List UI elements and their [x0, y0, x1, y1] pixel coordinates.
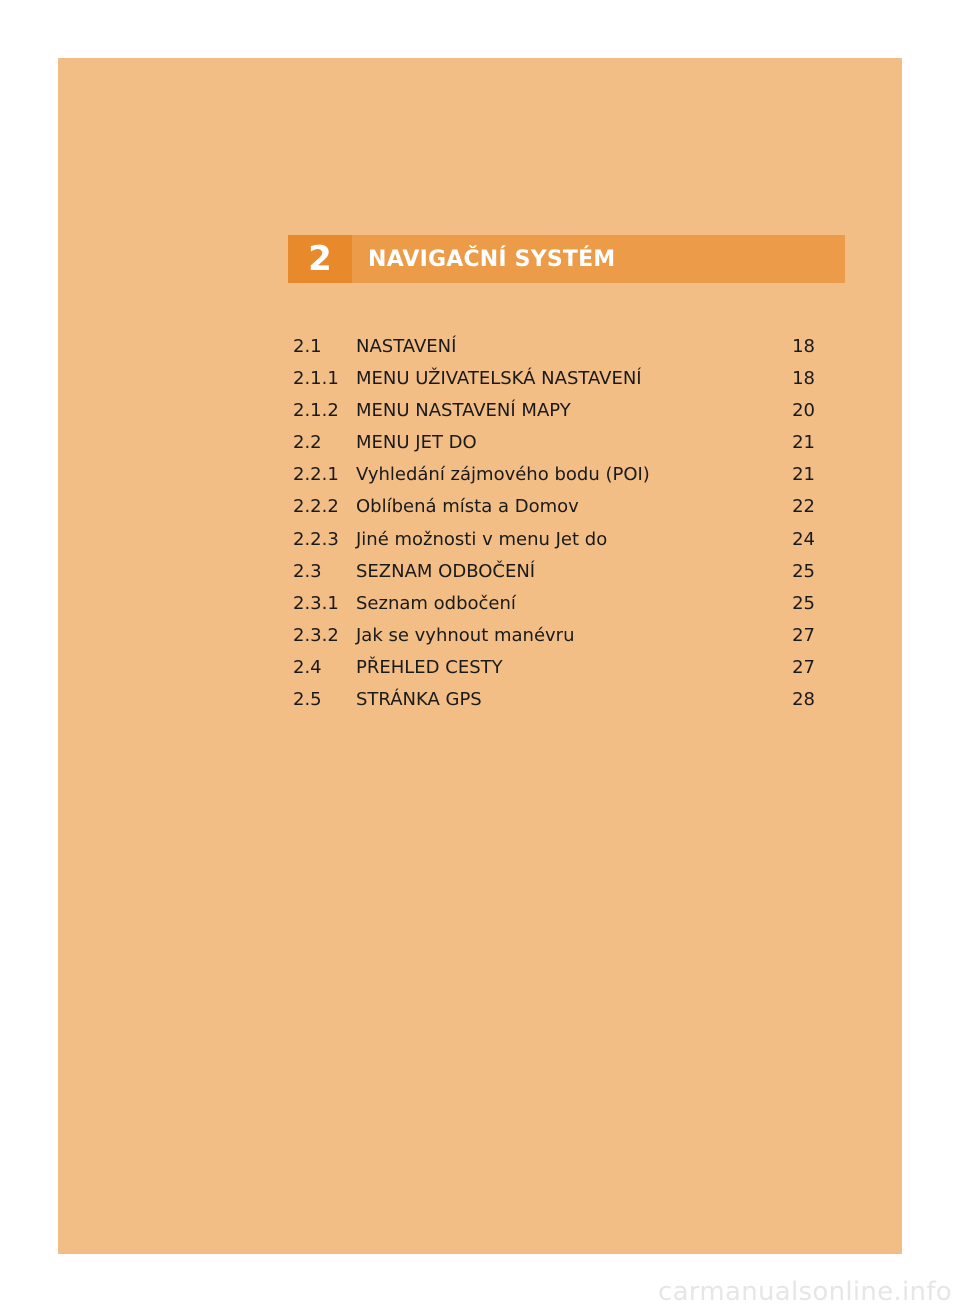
toc-entry-page: 25: [792, 592, 815, 614]
toc-entry-title: SEZNAM ODBOČENÍ: [356, 560, 536, 582]
toc-entry[interactable]: [293, 427, 815, 459]
toc-entry-number: 2.2.3: [293, 528, 339, 550]
watermark: carmanualsonline.info: [657, 1277, 952, 1307]
toc-entry-title: MENU JET DO: [356, 432, 477, 454]
toc-entry-number: 2.2: [293, 432, 322, 454]
toc-entry-title: PŘEHLED CESTY: [356, 656, 503, 678]
toc-entry-page: 18: [792, 368, 815, 390]
toc-entry-page: 25: [792, 560, 815, 582]
toc-entry-title: STRÁNKA GPS: [356, 689, 482, 711]
toc-entry-page: 27: [792, 624, 815, 646]
toc-entry-title: Jiné možnosti v menu Jet do: [356, 528, 608, 550]
toc-entry-number: 2.3.1: [293, 592, 339, 614]
chapter-title: NAVIGAČNÍ SYSTÉM: [352, 235, 845, 283]
toc-entry-number: 2.1.2: [293, 400, 339, 422]
toc-entry-page: 27: [792, 656, 815, 678]
toc-entry-title: MENU NASTAVENÍ MAPY: [356, 400, 571, 422]
toc-entry[interactable]: [293, 459, 815, 491]
toc-entry[interactable]: [293, 588, 815, 620]
toc-entry-page: 28: [792, 689, 815, 711]
toc-entry-number: 2.2.1: [293, 464, 339, 486]
toc-entry[interactable]: [293, 620, 815, 652]
toc-entry-title: Vyhledání zájmového bodu (POI): [356, 464, 650, 486]
toc-entry-title: NASTAVENÍ: [356, 336, 457, 357]
toc-entry-number: 2.2.2: [293, 496, 339, 518]
toc-entry-number: 2.3: [293, 560, 322, 582]
chapter-number: 2: [288, 235, 352, 283]
toc-entry[interactable]: [293, 491, 815, 523]
toc-entry[interactable]: [293, 556, 815, 588]
toc-entry[interactable]: [293, 652, 815, 684]
toc-entry-number: 2.5: [293, 689, 322, 711]
toc-entry[interactable]: [293, 331, 815, 363]
toc-entry-page: 21: [792, 432, 815, 454]
toc-entry[interactable]: [293, 363, 815, 395]
toc-entry-page: 18: [792, 336, 815, 357]
table-of-contents: [293, 331, 815, 716]
toc-entry-title: Jak se vyhnout manévru: [356, 624, 575, 646]
toc-entry[interactable]: [293, 395, 815, 427]
toc-entry-title: MENU UŽIVATELSKÁ NASTAVENÍ: [356, 368, 642, 390]
toc-entry-number: 2.4: [293, 656, 322, 678]
toc-entry-page: 22: [792, 496, 815, 518]
toc-entry-page: 24: [792, 528, 815, 550]
toc-entry-title: Oblíbená místa a Domov: [356, 496, 579, 518]
toc-entry-page: 20: [792, 400, 815, 422]
toc-entry-page: 21: [792, 464, 815, 486]
toc-entry[interactable]: [293, 684, 815, 716]
toc-entry-number: 2.3.2: [293, 624, 339, 646]
toc-entry-number: 2.1.1: [293, 368, 339, 390]
toc-entry-title: Seznam odbočení: [356, 592, 516, 614]
toc-entry-number: 2.1: [293, 336, 322, 357]
toc-entry[interactable]: [293, 524, 815, 556]
chapter-header: [288, 235, 845, 283]
